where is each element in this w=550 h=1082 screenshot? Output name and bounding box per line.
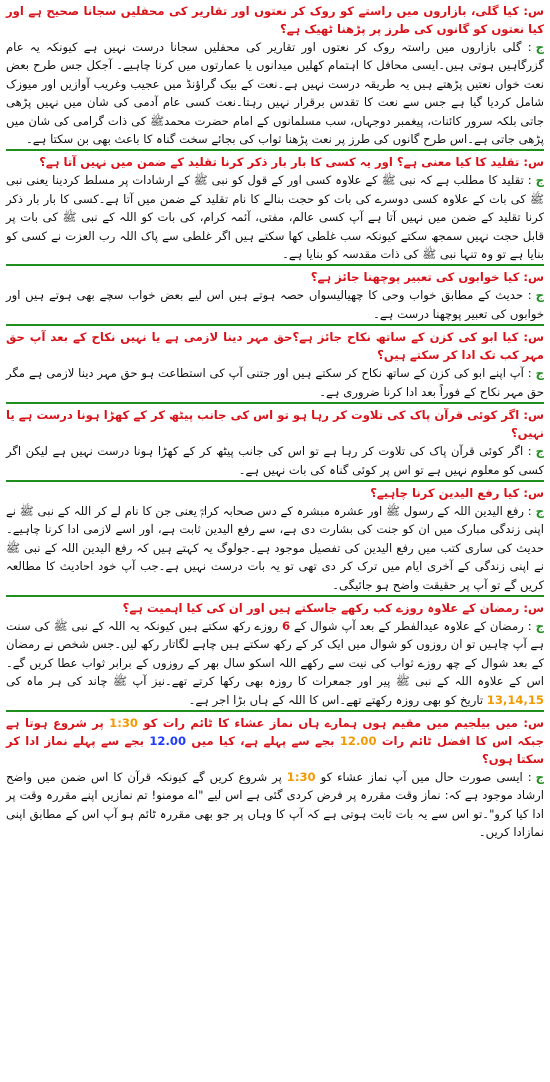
divider: [6, 324, 544, 326]
question-marker: س: [527, 715, 544, 730]
answer-marker: ج: [535, 503, 545, 518]
number-highlight: 6: [281, 618, 291, 633]
question-text: تقلید کا کیا معنی ہے؟ اور یہ کسی کا بار بار ذکر کرنا تقلید کے ضمن میں نہیں آتا ہے؟: [39, 155, 520, 170]
answer-3: ج: حدیث کے مطابق خواب وحی کا چھیالیسواں حصہ ہوتے ہیں اس لیے بعض خواب سچے بھی ہوتے ہیں اور خوابوں کی تعبیر پوچھنا درست ہے۔: [6, 288, 545, 321]
qa-item-4: [6, 328, 544, 401]
answer-text: گلی بازاروں میں راستہ روک کر نعتوں اور تقاریر کی محفلیں سجانا درست نہیں ہے کیونکہ یہ عام گزرگاہیں ہوتی ہیں۔ایسی محافل کا اہتمام کھلیں میدانوں یا عمارتوں میں کرنا چاہیے۔ آجکل جس طرح بعض نعت خواں نعتیں پڑھتے ہیں یہ طریقہ درست نہیں ہے۔نعت کے بیک گراؤنڈ میں عجیب وغریب آوازیں اور میوزک شامل کردیا گیا ہے جس سے نعت کا تقدس برقرار نہیں رہتا۔نعت کسی عام آدمی کی شان میں نہیں پڑھی جاتی بلکہ سرور کائنات، پیغمبر دوجہاں، سب مسلمانوں کے امام حضرت محمدﷺ کی ذات گرامی کی شان میں پڑھی جاتی ہے۔اس طرح گانوں کی طرز پر نعت پڑھنا ثواب کی بجائے سخت گناہ کا باعث بھی بن سکتا ہے۔: [6, 40, 544, 147]
qa-item-3: [6, 268, 544, 323]
answer-6: ج: رفع الیدین اللہ کے رسول ﷺ اور عشرہ مبشرہ کے دس صحابہ کرامؓ یعنی جن کا نام لے کر اللہ کے نبی ﷺ نے اپنی زندگی مبارک میں ان کو جنت کی بشارت دی ہے، سے رفع الیدین ثابت ہے، اور اسے لازمی ادا کرنا چاہیے۔حدیث کی ساری کتب میں رفع الیدین کی تفصیل موجود ہے۔جولوگ یہ کہتے ہیں کہ رفع الیدین اللہ کے نبی ﷺ نے اپنی زندگی کے آخری ایام میں ترک کر دی تھی تو یہ بات درست نہیں ہے۔جب آپ خود احادیث کا مطالعہ کریں گے تو آپ پر حقیقت واضح ہو جائیگی۔: [6, 503, 545, 592]
number-highlight: 13,14,15: [486, 692, 544, 707]
answer-text: تقلید کا مطلب ہے کہ نبی ﷺ کے علاوہ کسی اور کے قول کو نبی ﷺ کے ارشادات پر مسلط کردینا یعنی نبی ﷺ کی بات کے علاوہ کسی دوسرے کی بات کو حجت بنالے کا نام تقلید کے ضمن میں آتا ہے۔کسی کا بار بار ذکر کرنا تقلید کے ضمن میں نہیں آتا ہے آپ کسی عالم، مفتی، آئمہ کرام، کی بات کو اللہ کے نبی ﷺ کی بات پر قابل حجت نہیں سمجھ سکتے کیونکہ سب غلطی کھا سکتے ہیں اگر غلطی سے پاک اللہ رب العزت نے کسی کو بنایا ہے تو وہ تنہا نبی ﷺ کی ذات مقدسہ کو بنایا ہے۔: [6, 173, 544, 262]
question-text: کیا ابو کی کزن کے ساتھ نکاح جائز ہے؟حق مہر دینا لازمی ہے یا نہیں نکاح کے بعد آپ حق مہر کب تک ادا کر سکتے ہیں؟: [6, 330, 544, 363]
question-text: کیا رفع الیدین کرنا چاہیے؟: [370, 485, 520, 500]
divider: [6, 149, 544, 151]
divider: [6, 710, 544, 712]
answer-2: ج: تقلید کا مطلب ہے کہ نبی ﷺ کے علاوہ کسی اور کے قول کو نبی ﷺ کے ارشادات پر مسلط کردینا یعنی نبی ﷺ کی بات کے علاوہ کسی دوسرے کی بات کو حجت بنالے کا نام تقلید کے ضمن میں آتا ہے۔کسی کا بار بار ذکر کرنا تقلید کے ضمن میں نہیں آتا ہے آپ کسی عالم، مفتی، آئمہ کرام، کی بات کو اللہ کے نبی ﷺ کی بات پر قابل حجت نہیں سمجھ سکتے کیونکہ سب غلطی کھا سکتے ہیں اگر غلطی سے پاک اللہ رب العزت نے کسی کو بنایا ہے تو وہ تنہا نبی ﷺ کی ذات مقدسہ کو بنایا ہے۔: [6, 173, 544, 262]
question-8: س: میں بیلجیم میں مقیم ہوں ہمارے ہاں نماز عشاء کا ٹائم رات کو 1:30 پر شروع ہوتا ہے جبکہ اس کا افضل ٹائم رات 12.00 بجے سے پہلے ہے، کیا میں 12.00 بجے سے پہلے نماز ادا کر سکتا ہوں؟: [6, 715, 544, 766]
question-text-part: بجے سے پہلے ہے، کیا میں: [186, 733, 340, 748]
question-1: س: کیا گلی، بازاروں میں راستے کو روک کر نعتوں اور تقاریر کی محفلیں سجانا صحیح ہے اور کیا نعتوں کو گانوں کی طرز پر پڑھنا ٹھیک ہے؟: [6, 4, 544, 36]
qa-item-6: [6, 484, 544, 594]
number-highlight: 12.00: [149, 733, 187, 748]
answer-marker: ج: [535, 618, 544, 633]
qa-item-5: [6, 406, 544, 479]
question-3: س: کیا خوابوں کی تعبیر پوچھنا جائز ہے؟: [310, 270, 544, 285]
number-highlight: 12.00: [339, 733, 377, 748]
answer-marker: ج: [535, 444, 545, 459]
answer-text-part: تاریخ کو بھی روزہ رکھتے تھے۔اس کا اللہ کے ہاں بڑا اجر ہے۔: [188, 692, 487, 707]
answer-8: ج: ایسی صورت حال میں آپ نماز عشاء کو 1:30 پر شروع کریں گے کیونکہ قرآن کا اس ضمن میں واضح ارشاد موجود ہے کہ: نماز وقت مقررہ پر فرض کردی گئی ہے اس لیے "اے مومنو! تم نمازیں اپنے مقررہ وقت پر ادا کیا کرو"۔تو اس سے یہ بات ثابت ہوتی ہے کہ آپ کا وہاں پر جو بھی مقررہ ٹائم ہو آپ اس کے مطابق اپنی نمازادا کریں۔: [6, 769, 545, 840]
question-text-part: پر شروع ہوتا ہے جبکہ اس کا افضل ٹائم رات: [6, 715, 544, 748]
answer-text-part: پر شروع کریں گے کیونکہ قرآن کا اس ضمن میں واضح ارشاد موجود ہے کہ: نماز وقت مقررہ پر فرض کردی گئی ہے اس لیے "اے مومنو! تم نمازیں اپنے مقررہ وقت پر ادا کیا کرو"۔تو اس سے یہ بات ثابت ہوتی ہے کہ آپ کا وہاں پر جو بھی مقررہ ٹائم ہو آپ اس کے مطابق اپنی نمازادا کریں۔: [6, 769, 544, 840]
answer-marker: ج: [535, 173, 544, 188]
answer-text-part: ایسی صورت حال میں آپ نماز عشاء کو: [315, 769, 523, 784]
question-7: س: رمضان کے علاوہ روزے کب رکھے جاسکتے ہیں اور ان کی کیا اہمیت ہے؟: [122, 600, 544, 615]
answer-marker: ج: [535, 366, 545, 381]
question-marker: س: [528, 600, 544, 615]
answer-text-part: رمضان کے علاوہ عیدالفطر کے بعد آپ شوال کے: [290, 618, 524, 633]
qa-item-8: [6, 714, 544, 842]
answer-1: ج: گلی بازاروں میں راستہ روک کر نعتوں اور تقاریر کی محفلیں سجانا درست نہیں ہے کیونکہ یہ عام گزرگاہیں ہوتی ہیں۔ایسی محافل کا اہتمام کھلیں میدانوں یا عمارتوں میں کرنا چاہیے۔ آجکل جس طرح بعض نعت خواں نعتیں پڑھتے ہیں یہ طریقہ درست نہیں ہے۔نعت کے بیک گراؤنڈ میں عجیب وغریب آوازیں اور میوزک شامل کردیا گیا ہے جس سے نعت کا تقدس برقرار نہیں رہتا۔نعت کسی عام آدمی کی شان میں نہیں پڑھی جاتی بلکہ سرور کائنات، پیغمبر دوجہاں، سب مسلمانوں کے امام حضرت محمدﷺ کی ذات گرامی کی شان میں پڑھی جاتی ہے۔اس طرح گانوں کی طرز پر نعت پڑھنا ثواب کی بجائے سخت گناہ کا باعث بھی بن سکتا ہے۔: [6, 40, 544, 147]
answer-text: آپ اپنے ابو کی کزن کے ساتھ نکاح کر سکتے ہیں اور جتنی آپ کی استطاعت ہو حق مہر دینا لازمی ہے مگر حق مہر نکاح کے فوراً بعد ادا کرنا ضروری ہے۔: [6, 366, 544, 399]
number-highlight: 1:30: [109, 715, 138, 730]
answer-5: ج: اگر کوئی قرآن پاک کی تلاوت کر رہا ہے تو اس کی جانب پیٹھ کر کے کھڑا ہونا درست نہیں ہے لیکن اگر کسی کو معلوم نہیں ہے تو اس پر کوئی گناہ کی بات نہیں ہے۔: [6, 444, 545, 477]
divider: [6, 480, 544, 482]
question-marker: س: [527, 408, 544, 423]
answer-marker: ج: [535, 288, 545, 303]
divider: [6, 402, 544, 404]
qa-item-7: [6, 599, 544, 709]
question-text: اگر کوئی قرآن پاک کی تلاوت کر رہا ہو تو اس کی جانب پیٹھ کر کے کھڑا ہونا درست ہے یا نہیں؟: [6, 408, 544, 441]
answer-text-part: روزے رکھ سکتے ہیں کیونکہ یہ اللہ کے نبی ﷺ کی سنت ہے آپ چاہیں تو ان روزوں کو شوال میں ایک کر کے رکھ سکتے ہیں چاہے لگاتار رکھ لیں۔جس شخص نے رمضان کے بعد شوال کے چھ روزے ثواب کی نیت سے رکھے اللہ اسکو سال بھر کے روزوں کے برابر ثواب عطا کریں گے۔اس کے علاوہ اللہ کے نبی ﷺ پیر اور جمعرات کا روزہ بھی رکھا کرتے تھے۔نیز آپ ﷺ چاند کی ہر ماہ کی: [6, 618, 544, 689]
answer-marker: ج: [535, 769, 545, 784]
divider: [6, 595, 544, 597]
question-5: س: اگر کوئی قرآن پاک کی تلاوت کر رہا ہو تو اس کی جانب پیٹھ کر کے کھڑا ہونا درست ہے یا نہیں؟: [6, 408, 544, 441]
question-text: کیا خوابوں کی تعبیر پوچھنا جائز ہے؟: [310, 270, 520, 285]
question-text: کیا گلی، بازاروں میں راستے کو روک کر نعتوں اور تقاریر کی محفلیں سجانا صحیح ہے اور کیا نعتوں کو گانوں کی طرز پر پڑھنا ٹھیک ہے؟: [6, 4, 544, 36]
answer-7: ج: رمضان کے علاوہ عیدالفطر کے بعد آپ شوال کے 6 روزے رکھ سکتے ہیں کیونکہ یہ اللہ کے نبی ﷺ کی سنت ہے آپ چاہیں تو ان روزوں کو شوال میں ایک کر کے رکھ سکتے ہیں چاہے لگاتار رکھ لیں۔جس شخص نے رمضان کے بعد شوال کے چھ روزے ثواب کی نیت سے رکھے اللہ اسکو سال بھر کے روزوں کے برابر ثواب عطا کریں گے۔اس کے علاوہ اللہ کے نبی ﷺ پیر اور جمعرات کا روزہ بھی رکھا کرتے تھے۔نیز آپ ﷺ چاند کی ہر ماہ کی 13,14,15 تاریخ کو بھی روزہ رکھتے تھے۔اس کا اللہ کے ہاں بڑا اجر ہے۔: [6, 618, 544, 707]
question-marker: س: [528, 330, 544, 345]
answer-text: حدیث کے مطابق خواب وحی کا چھیالیسواں حصہ ہوتے ہیں اس لیے بعض خواب سچے بھی ہوتے ہیں اور خوابوں کی تعبیر پوچھنا درست ہے۔: [6, 288, 544, 321]
answer-text: رفع الیدین اللہ کے رسول ﷺ اور عشرہ مبشرہ کے دس صحابہ کرامؓ یعنی جن کا نام لے کر اللہ کے نبی ﷺ نے اپنی زندگی مبارک میں ان کو جنت کی بشارت دی ہے، سے رفع الیدین ثابت ہے، اور اسے لازمی ادا کرنا چاہیے۔حدیث کی ساری کتب میں رفع الیدین کی تفصیل موجود ہے۔جولوگ یہ کہتے ہیں کہ رفع الیدین اللہ کے نبی ﷺ نے اپنی زندگی کے آخری ایام میں ترک کر دی تھی تو یہ بات درست نہیں ہے۔جب آپ خود احادیث کا مطالعہ کریں گے تو آپ پر حقیقت واضح ہو جائیگی۔: [6, 503, 544, 592]
qa-item-1: [6, 2, 544, 148]
question-2: س: تقلید کا کیا معنی ہے؟ اور یہ کسی کا بار بار ذکر کرنا تقلید کے ضمن میں نہیں آتا ہے؟: [39, 155, 544, 170]
answer-marker: ج: [535, 40, 544, 54]
answer-text: اگر کوئی قرآن پاک کی تلاوت کر رہا ہے تو اس کی جانب پیٹھ کر کے کھڑا ہونا درست نہیں ہے لیکن اگر کسی کو معلوم نہیں ہے تو اس پر کوئی گناہ کی بات نہیں ہے۔: [6, 444, 544, 477]
question-text: رمضان کے علاوہ روزے کب رکھے جاسکتے ہیں اور ان کی کیا اہمیت ہے؟: [122, 600, 520, 615]
question-4: س: کیا ابو کی کزن کے ساتھ نکاح جائز ہے؟حق مہر دینا لازمی ہے یا نہیں نکاح کے بعد آپ حق مہر کب تک ادا کر سکتے ہیں؟: [6, 330, 544, 363]
number-highlight: 1:30: [286, 769, 316, 784]
question-6: س: کیا رفع الیدین کرنا چاہیے؟: [370, 485, 544, 500]
question-text-part: میں بیلجیم میں مقیم ہوں ہمارے ہاں نماز عشاء کا ٹائم رات کو: [138, 715, 518, 730]
question-marker: س: [528, 155, 544, 170]
question-text-part: بجے سے پہلے نماز ادا کر سکتا ہوں؟: [6, 733, 544, 766]
answer-4: ج: آپ اپنے ابو کی کزن کے ساتھ نکاح کر سکتے ہیں اور جتنی آپ کی استطاعت ہو حق مہر دینا لازمی ہے مگر حق مہر نکاح کے فوراً بعد ادا کرنا ضروری ہے۔: [6, 366, 545, 399]
question-marker: س: [527, 4, 544, 18]
divider: [6, 264, 544, 266]
qa-item-2: [6, 153, 544, 263]
question-marker: س: [528, 270, 544, 285]
question-marker: س: [528, 485, 544, 500]
